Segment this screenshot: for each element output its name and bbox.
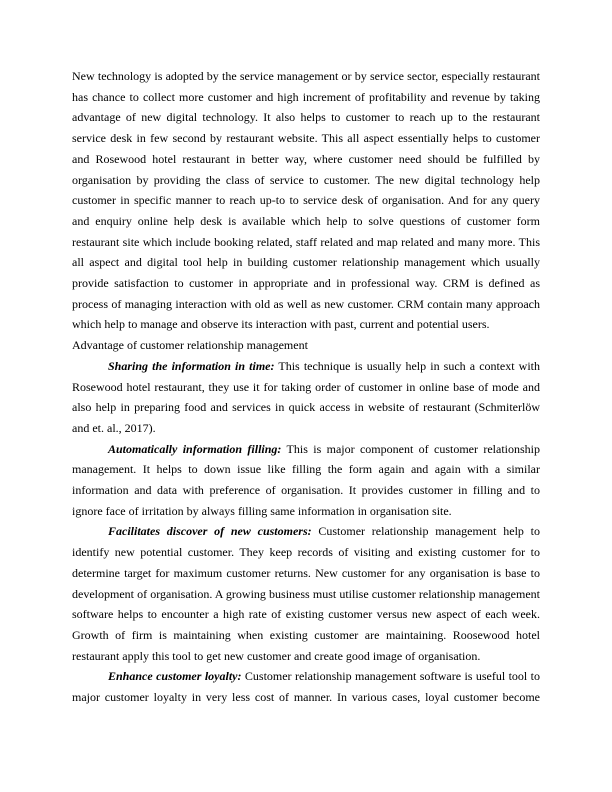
advantage-title: Facilitates discover of new customers: [108,524,312,539]
advantage-paragraph [72,439,540,522]
intro-paragraph: New technology is adopted by the service management or by service sector, especially restaurant has chance to collect more customer and high increment of profitability and revenue by taking advantage of new digital technology. It also helps to customer to reach up to the restaurant service desk in few second by restaurant website. This all aspect essentially helps to customer and Rosewood hotel restaurant in better way, where customer need should be fulfilled by organisation by providing the class of service to customer. The new digital technology help customer in specific manner to reach up-to to service desk of organisation. And for any query and enquiry online help desk is available which help to solve questions of customer form restaurant site which include booking related, staff related and map related and many more. This all aspect and digital tool help in building customer relationship management which usually provide satisfaction to customer in appropriate and in professional way. CRM is defined as process of managing interaction with old as well as new customer. CRM contain many approach which help to manage and observe its interaction with past, current and potential users. [72,69,540,332]
advantage-title: Sharing the information in time: [108,358,275,373]
advantage-paragraph [72,521,540,666]
section-heading: Advantage of customer relationship management [72,338,308,353]
advantage-title: Automatically information filling: [108,441,282,456]
document-page [72,66,540,708]
advantage-text: Customer relationship management software is useful tool to major customer loyalty in very less cost of manner. In various cases, loyal customer become [72,669,540,705]
advantage-text: This is major component of customer relationship management. It helps to down issue like filling the form again and again with a similar information and data with preference of organisation. It provides customer in filling and to ignore face of irritation by always filling same information in organisation site. [72,441,540,518]
advantage-text: Customer relationship management help to identify new potential customer. They keep records of visiting and existing customer for to determine target for maximum customer returns. New customer for any organisation is base to development of organisation. A growing business must utilise customer relationship management software helps to encounter a high rate of existing customer versus new aspect of each week. Growth of firm is maintaining when existing customer are maintaining. Roosewood hotel restaurant apply this tool to get new customer and create good image of organisation. [72,524,540,663]
advantage-paragraph [72,356,540,439]
advantage-title: Enhance customer loyalty: [108,669,242,684]
advantage-paragraph [72,666,540,707]
advantage-text: This technique is usually help in such a context with Rosewood hotel restaurant, they use it for taking order of customer in online base of mode and also help in preparing food and services in quick access in website of restaurant (Schmiterlöw and et. al., 2017). [72,358,540,435]
